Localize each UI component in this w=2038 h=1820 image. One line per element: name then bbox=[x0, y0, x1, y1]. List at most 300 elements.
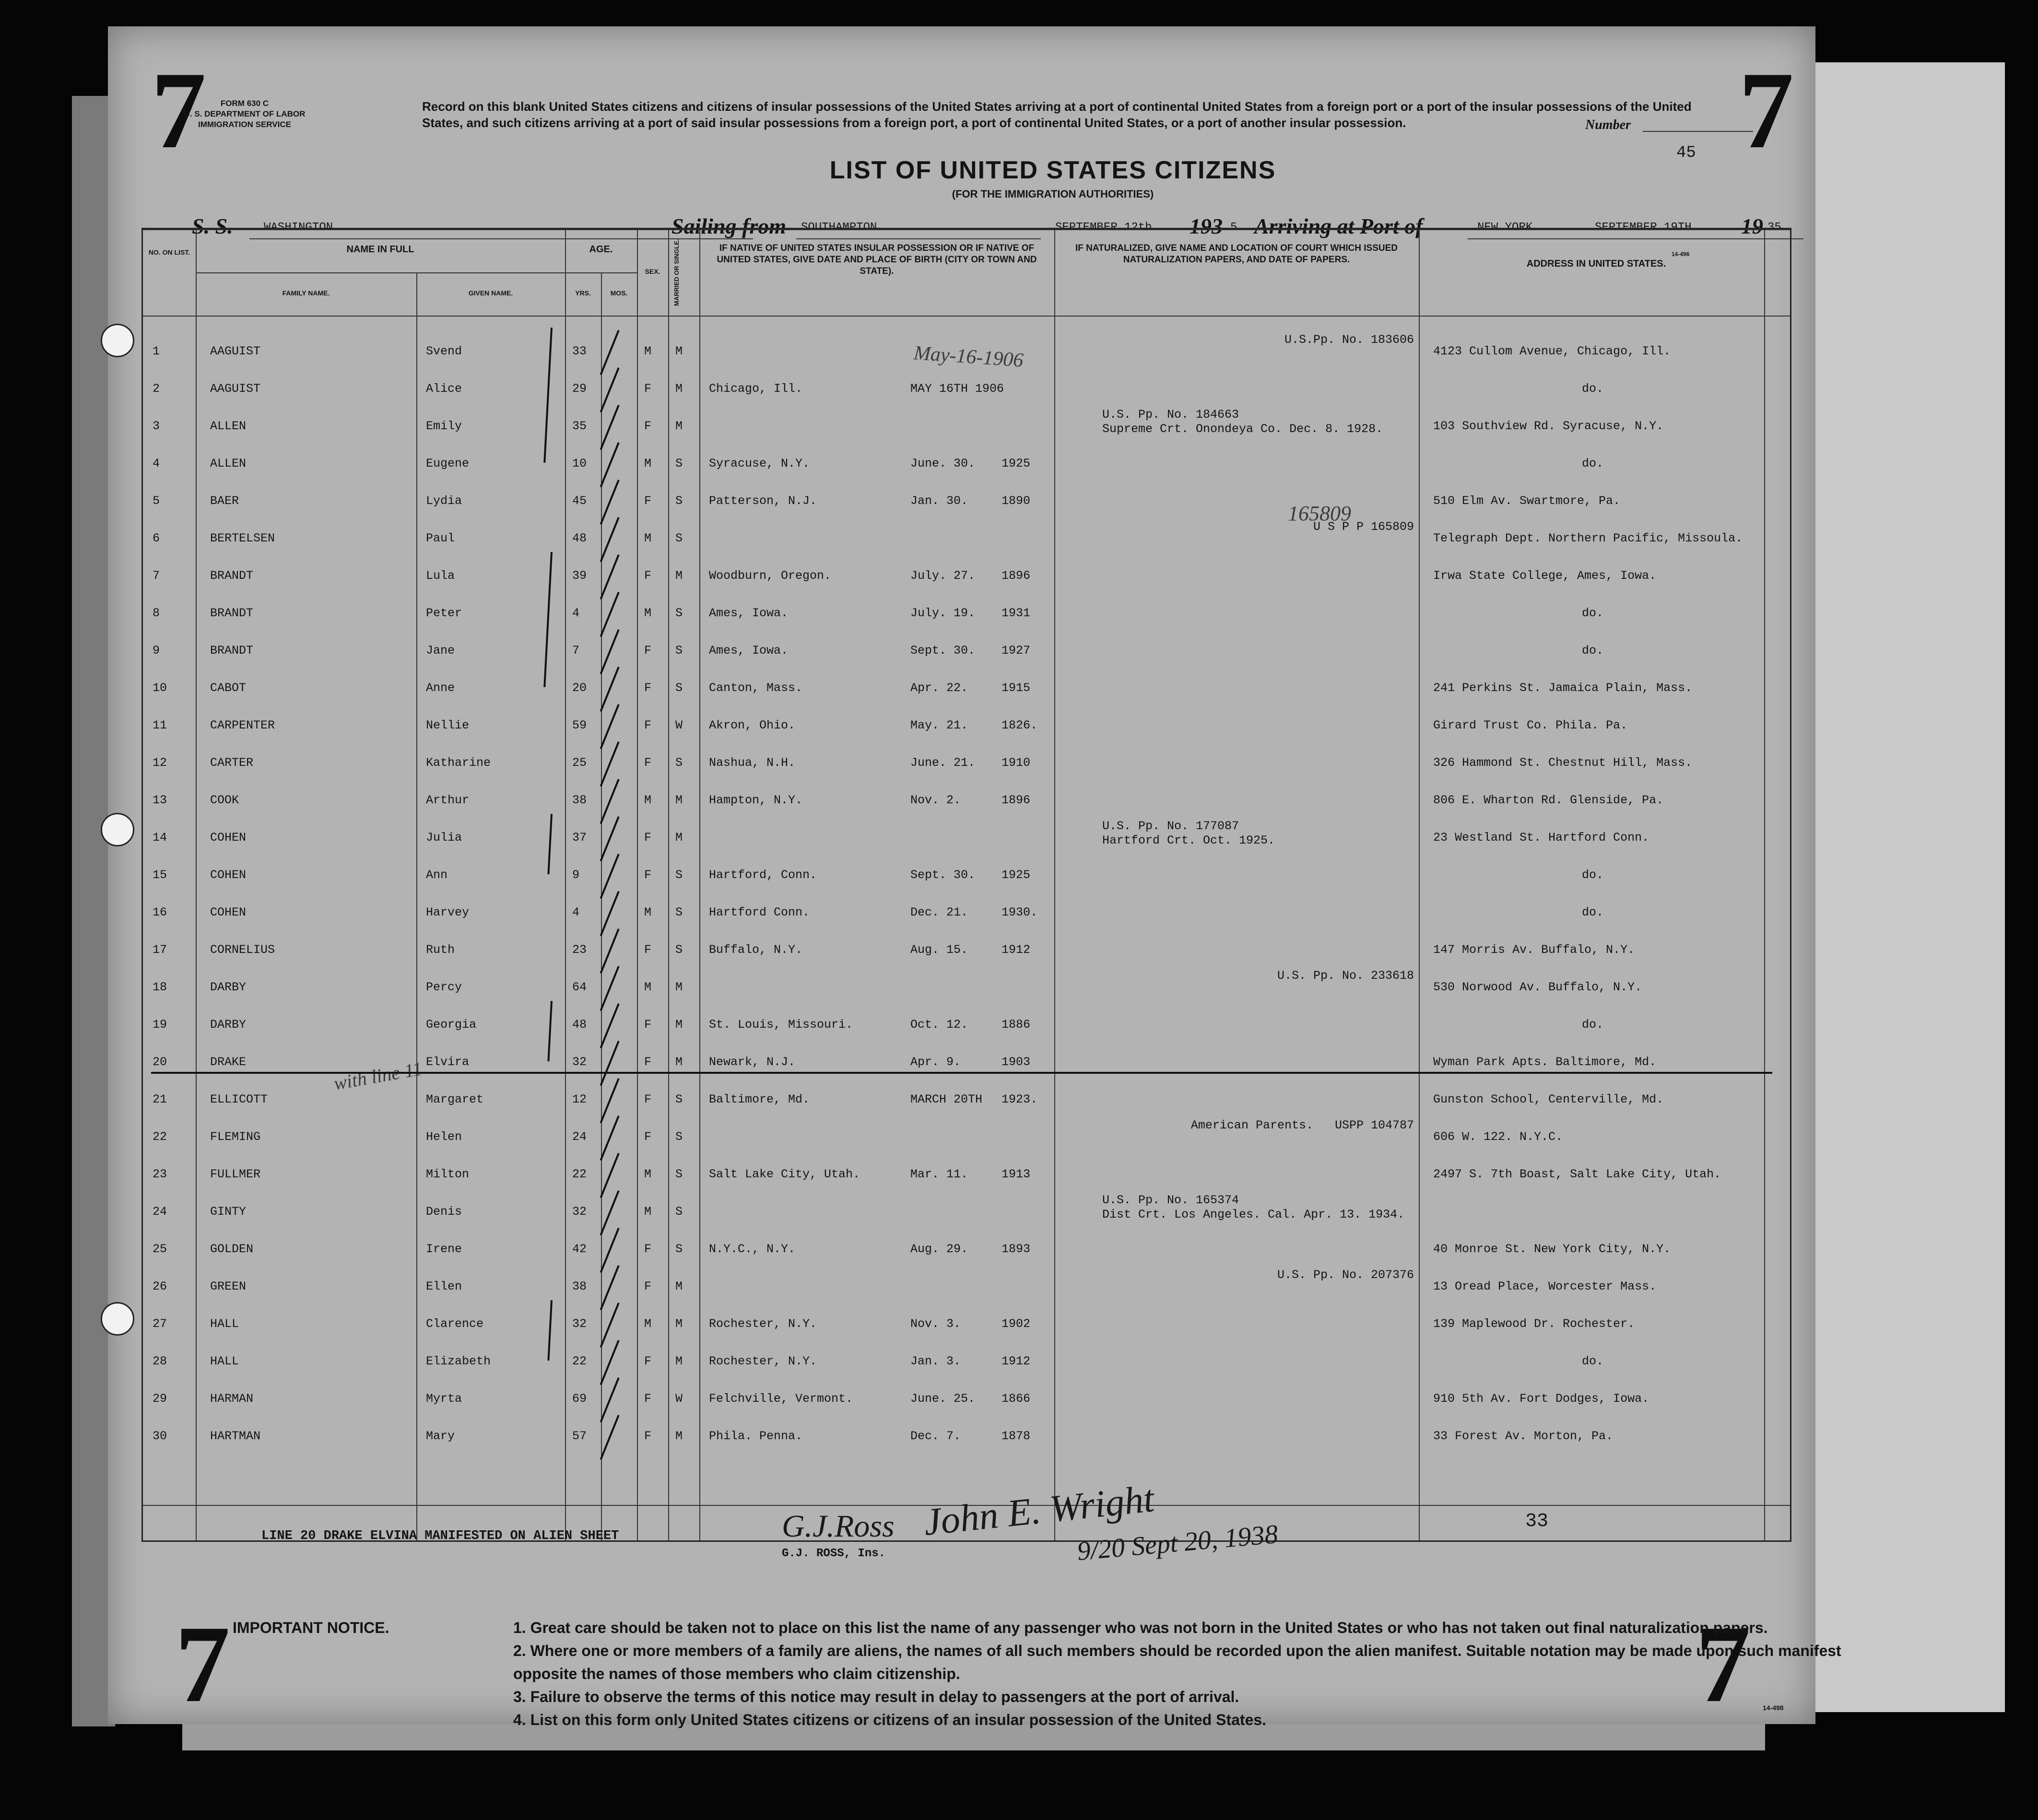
notice-item: 2. Where one or more members of a family are aliens, the names of all such members should be recorded upon the alien manifest. Suitable notation may be made upon such manifest opposite the names of those members who claim citizenship. bbox=[513, 1642, 1841, 1682]
table-row bbox=[143, 938, 1850, 975]
cell-byear: 1910 bbox=[1001, 756, 1031, 770]
cell-address: do. bbox=[1582, 457, 1604, 470]
cell-byear: 1893 bbox=[1001, 1242, 1031, 1256]
cell-given: Arthur bbox=[426, 793, 470, 807]
cell-yrs: 4 bbox=[572, 905, 580, 919]
cell-sex: M bbox=[644, 905, 652, 919]
cell-address: 510 Elm Av. Swartmore, Pa. bbox=[1433, 494, 1621, 508]
cell-given: Denis bbox=[426, 1205, 462, 1219]
check-mark bbox=[600, 330, 620, 375]
year-1: 5 bbox=[1230, 221, 1237, 234]
cell-given: Jane bbox=[426, 644, 455, 658]
cell-ms: S bbox=[675, 1205, 683, 1219]
cell-address: Gunston School, Centerville, Md. bbox=[1433, 1092, 1664, 1106]
cell-given: Ann bbox=[426, 868, 448, 882]
strike-row20 bbox=[151, 1072, 1772, 1074]
inspector-signature: G.J.Ross bbox=[782, 1509, 895, 1544]
cell-no: 10 bbox=[153, 681, 167, 695]
cell-bdate: Sept. 30. bbox=[910, 868, 976, 882]
cell-given: Myrta bbox=[426, 1392, 462, 1406]
cell-sex: F bbox=[644, 644, 652, 658]
cell-yrs: 42 bbox=[572, 1242, 587, 1256]
cell-address: 139 Maplewood Dr. Rochester. bbox=[1433, 1317, 1635, 1331]
footer-note: LINE 20 DRAKE ELVINA MANIFESTED ON ALIEN SHEET bbox=[261, 1529, 619, 1543]
cell-yrs: 38 bbox=[572, 1280, 587, 1293]
notice-item: 3. Failure to observe the terms of this notice may result in delay to passengers at the port of arrival. bbox=[513, 1688, 1239, 1705]
page-number-top-left: 7 bbox=[151, 49, 206, 171]
header-yrs: YRS. bbox=[575, 289, 591, 297]
cell-family: GREEN bbox=[210, 1280, 247, 1293]
cell-ms: M bbox=[675, 1018, 683, 1032]
table-row bbox=[143, 901, 1850, 937]
arriving-label: Arriving at Port of bbox=[1254, 214, 1423, 238]
cell-place: Rochester, N.Y. bbox=[709, 1317, 817, 1331]
cell-no: 24 bbox=[153, 1205, 167, 1219]
cell-yrs: 32 bbox=[572, 1317, 587, 1331]
cell-no: 5 bbox=[153, 494, 160, 508]
cell-address: 806 E. Wharton Rd. Glenside, Pa. bbox=[1433, 793, 1664, 807]
cell-byear: 1878 bbox=[1001, 1429, 1031, 1443]
cell-sex: M bbox=[644, 793, 652, 807]
cell-given: Alice bbox=[426, 382, 462, 396]
cell-family: FULLMER bbox=[210, 1167, 261, 1181]
cell-nat: American Parents. USPP 104787 bbox=[1190, 1118, 1414, 1132]
cell-byear: 1902 bbox=[1001, 1317, 1031, 1331]
table-row bbox=[143, 969, 1850, 1012]
table-row bbox=[143, 452, 1850, 488]
cell-sex: F bbox=[644, 1280, 652, 1293]
cell-given: Emily bbox=[426, 419, 462, 433]
handwritten-passport: 165809 bbox=[1288, 502, 1351, 525]
department: U. S. DEPARTMENT OF LABOR bbox=[184, 109, 306, 118]
cell-bdate: Apr. 9. bbox=[910, 1055, 961, 1069]
header-name-in-full: NAME IN FULL bbox=[346, 244, 414, 255]
cell-ms: S bbox=[675, 606, 683, 620]
cell-sex: M bbox=[644, 531, 652, 545]
cell-byear: 1886 bbox=[1001, 1018, 1031, 1032]
cell-sex: F bbox=[644, 1242, 652, 1256]
cell-ms: S bbox=[675, 943, 683, 957]
cell-no: 13 bbox=[153, 793, 167, 807]
cell-yrs: 69 bbox=[572, 1392, 587, 1406]
cell-no: 18 bbox=[153, 980, 167, 994]
notice-item: 1. Great care should be taken not to place on this list the name of any passenger who was not born in the United States or who has not taken out final naturalization papers. bbox=[513, 1619, 1768, 1636]
cell-byear: 1890 bbox=[1001, 494, 1031, 508]
cell-nat: U.S. Pp. No. 233618 bbox=[1277, 969, 1414, 983]
cell-bdate: Sept. 30. bbox=[910, 644, 976, 658]
page-number-bottom-left: 7 bbox=[175, 1603, 230, 1725]
cell-family: BRANDT bbox=[210, 606, 254, 620]
cell-sex: F bbox=[644, 1392, 652, 1406]
cell-ms: M bbox=[675, 1429, 683, 1443]
header-age: AGE. bbox=[589, 244, 613, 255]
cell-address: do. bbox=[1582, 644, 1604, 658]
cell-bdate: MARCH 20TH bbox=[910, 1092, 983, 1106]
cell-family: HALL bbox=[210, 1354, 239, 1368]
cell-bdate: Jan. 3. bbox=[910, 1354, 961, 1368]
cell-family: ALLEN bbox=[210, 457, 247, 470]
cell-place: Hartford Conn. bbox=[709, 905, 810, 919]
cell-sex: F bbox=[644, 756, 652, 770]
cell-place: Buffalo, N.Y. bbox=[709, 943, 803, 957]
cell-bdate: June. 21. bbox=[910, 756, 976, 770]
cell-yrs: 29 bbox=[572, 382, 587, 396]
cell-nat: U.S. Pp. No. 165374 Dist Crt. Los Angeles. Cal. Apr. 13. 1934. bbox=[1102, 1193, 1405, 1221]
cell-yrs: 32 bbox=[572, 1205, 587, 1219]
cell-sex: F bbox=[644, 1018, 652, 1032]
cell-ms: S bbox=[675, 905, 683, 919]
cell-place: Hampton, N.Y. bbox=[709, 793, 803, 807]
cell-given: Paul bbox=[426, 531, 455, 545]
cell-address: 910 5th Av. Fort Dodges, Iowa. bbox=[1433, 1392, 1649, 1406]
cell-given: Peter bbox=[426, 606, 462, 620]
cell-no: 30 bbox=[153, 1429, 167, 1443]
form-identifier bbox=[173, 98, 317, 130]
cell-bdate: MAY 16TH 1906 bbox=[910, 382, 1004, 396]
cell-family: DARBY bbox=[210, 980, 247, 994]
cell-sex: M bbox=[644, 980, 652, 994]
cell-yrs: 59 bbox=[572, 718, 587, 732]
cell-ms: S bbox=[675, 681, 683, 695]
cell-given: Nellie bbox=[426, 718, 470, 732]
cell-byear: 1915 bbox=[1001, 681, 1031, 695]
cell-byear: 1931 bbox=[1001, 606, 1031, 620]
cell-sex: M bbox=[644, 1167, 652, 1181]
year-label-2: 19 bbox=[1741, 214, 1763, 238]
cell-yrs: 24 bbox=[572, 1130, 587, 1144]
header-married bbox=[673, 236, 695, 308]
cell-address: 147 Morris Av. Buffalo, N.Y. bbox=[1433, 943, 1635, 957]
cell-place: Phila. Penna. bbox=[709, 1429, 803, 1443]
cell-ms: S bbox=[675, 531, 683, 545]
cell-sex: F bbox=[644, 569, 652, 583]
cell-yrs: 38 bbox=[572, 793, 587, 807]
cell-place: Akron, Ohio. bbox=[709, 718, 796, 732]
cell-address: Irwa State College, Ames, Iowa. bbox=[1433, 569, 1657, 583]
cell-address: 103 Southview Rd. Syracuse, N.Y. bbox=[1433, 419, 1664, 433]
cell-yrs: 48 bbox=[572, 1018, 587, 1032]
cell-family: GINTY bbox=[210, 1205, 247, 1219]
cell-yrs: 32 bbox=[572, 1055, 587, 1069]
table-row bbox=[143, 520, 1850, 563]
cell-yrs: 22 bbox=[572, 1167, 587, 1181]
cell-byear: 1903 bbox=[1001, 1055, 1031, 1069]
cell-nat: U.S. Pp. No. 207376 bbox=[1277, 1268, 1414, 1282]
table-body bbox=[143, 318, 1793, 1503]
arrival-date: SEPTEMBER 19TH bbox=[1595, 221, 1692, 234]
cell-given: Lydia bbox=[426, 494, 462, 508]
cell-address: 23 Westland St. Hartford Conn. bbox=[1433, 831, 1649, 845]
sail-date: SEPTEMBER 12th bbox=[1055, 221, 1152, 234]
cell-yrs: 4 bbox=[572, 606, 580, 620]
cell-yrs: 39 bbox=[572, 569, 587, 583]
cell-ms: M bbox=[675, 1055, 683, 1069]
cell-no: 12 bbox=[153, 756, 167, 770]
cell-address: do. bbox=[1582, 1354, 1604, 1368]
cell-yrs: 12 bbox=[572, 1092, 587, 1106]
cell-no: 27 bbox=[153, 1317, 167, 1331]
cell-no: 20 bbox=[153, 1055, 167, 1069]
cell-bdate: May. 21. bbox=[910, 718, 968, 732]
cell-address: 326 Hammond St. Chestnut Hill, Mass. bbox=[1433, 756, 1693, 770]
cell-no: 11 bbox=[153, 718, 167, 732]
cell-sex: F bbox=[644, 494, 652, 508]
cell-yrs: 48 bbox=[572, 531, 587, 545]
cell-byear: 1896 bbox=[1001, 569, 1031, 583]
cell-ms: M bbox=[675, 419, 683, 433]
cell-given: Elizabeth bbox=[426, 1354, 491, 1368]
table-top bbox=[143, 229, 1790, 230]
table-row bbox=[143, 1424, 1850, 1461]
page-number-top-right: 7 bbox=[1739, 49, 1794, 171]
page-number-bottom-right: 7 bbox=[1696, 1603, 1751, 1725]
cell-ms: S bbox=[675, 494, 683, 508]
table-row bbox=[143, 408, 1850, 451]
cell-family: AAGUIST bbox=[210, 382, 261, 396]
cell-bdate: Apr. 22. bbox=[910, 681, 968, 695]
header-naturalized: IF NATURALIZED, GIVE NAME AND LOCATION OF COURT WHICH ISSUED NATURALIZATION PAPERS, AND DATE OF PAPERS. bbox=[1075, 243, 1398, 265]
cell-given: Eugene bbox=[426, 457, 470, 470]
cell-family: CARPENTER bbox=[210, 718, 275, 732]
cell-byear: 1925 bbox=[1001, 868, 1031, 882]
cell-place: Woodburn, Oregon. bbox=[709, 569, 832, 583]
table-row bbox=[143, 1088, 1850, 1124]
cell-address: Telegraph Dept. Northern Pacific, Missoula. bbox=[1433, 531, 1743, 545]
cell-bdate: Oct. 12. bbox=[910, 1018, 968, 1032]
cell-no: 3 bbox=[153, 419, 160, 433]
cell-yrs: 20 bbox=[572, 681, 587, 695]
cell-ms: W bbox=[675, 718, 683, 732]
cell-place: Patterson, N.J. bbox=[709, 494, 817, 508]
cell-given: Clarence bbox=[426, 1317, 484, 1331]
cell-byear: 1826. bbox=[1001, 718, 1038, 732]
cell-family: CARTER bbox=[210, 756, 254, 770]
cell-given: Helen bbox=[426, 1130, 462, 1144]
inspector-stamp: G.J. ROSS, Ins. bbox=[782, 1547, 886, 1560]
table-row bbox=[143, 751, 1850, 787]
table-row bbox=[143, 819, 1850, 862]
cell-yrs: 9 bbox=[572, 868, 580, 882]
passenger-table bbox=[141, 228, 1791, 1542]
cell-yrs: 57 bbox=[572, 1429, 587, 1443]
cell-address: 2497 S. 7th Boast, Salt Lake City, Utah. bbox=[1433, 1167, 1721, 1181]
header-birth: IF NATIVE OF UNITED STATES INSULAR POSSESSION OR IF NATIVE OF UNITED STATES, GIVE DATE AND PLACE OF BIRTH (CITY OR TOWN AND STATE). bbox=[717, 243, 1037, 276]
cell-address: 40 Monroe St. New York City, N.Y. bbox=[1433, 1242, 1671, 1256]
cell-no: 17 bbox=[153, 943, 167, 957]
cell-given: Elvira bbox=[426, 1055, 470, 1069]
list-number: 45 bbox=[1676, 144, 1696, 162]
cell-place: St. Louis, Missouri. bbox=[709, 1018, 853, 1032]
form-number: FORM 630 C bbox=[220, 99, 269, 108]
cell-yrs: 33 bbox=[572, 344, 587, 358]
cell-given: Julia bbox=[426, 831, 462, 845]
cell-address: do. bbox=[1582, 905, 1604, 919]
notice-item: 4. List on this form only United States citizens or citizens of an insular possession of the United States. bbox=[513, 1711, 1267, 1728]
header-sex: SEX. bbox=[645, 268, 660, 275]
cell-family: CORNELIUS bbox=[210, 943, 275, 957]
cell-place: Canton, Mass. bbox=[709, 681, 803, 695]
page-subtitle: (FOR THE IMMIGRATION AUTHORITIES) bbox=[952, 188, 1154, 200]
cell-place: Ames, Iowa. bbox=[709, 606, 789, 620]
cell-sex: F bbox=[644, 1055, 652, 1069]
cell-ms: S bbox=[675, 1092, 683, 1106]
cell-no: 22 bbox=[153, 1130, 167, 1144]
cell-given: Percy bbox=[426, 980, 462, 994]
cell-no: 16 bbox=[153, 905, 167, 919]
cell-sex: F bbox=[644, 1429, 652, 1443]
cell-address: 241 Perkins St. Jamaica Plain, Mass. bbox=[1433, 681, 1693, 695]
cell-byear: 1927 bbox=[1001, 644, 1031, 658]
header-mos: MOS. bbox=[610, 289, 628, 297]
ship-name: WASHINGTON bbox=[264, 221, 333, 234]
cell-sex: M bbox=[644, 606, 652, 620]
number-label: Number bbox=[1585, 117, 1631, 132]
cell-ms: M bbox=[675, 831, 683, 845]
table-row bbox=[143, 676, 1850, 713]
cell-no: 29 bbox=[153, 1392, 167, 1406]
cell-place: Syracuse, N.Y. bbox=[709, 457, 810, 470]
cell-ms: M bbox=[675, 1280, 683, 1293]
cell-ms: S bbox=[675, 756, 683, 770]
notice-code: 14-498 bbox=[1763, 1704, 1784, 1712]
cell-family: COOK bbox=[210, 793, 239, 807]
cell-address: do. bbox=[1582, 868, 1604, 882]
cell-sex: M bbox=[644, 1317, 652, 1331]
table-row bbox=[143, 1118, 1850, 1162]
header-family-name: FAMILY NAME. bbox=[282, 289, 330, 297]
cell-yrs: 35 bbox=[572, 419, 587, 433]
table-row bbox=[143, 863, 1850, 900]
cell-given: Anne bbox=[426, 681, 455, 695]
cell-byear: 1912 bbox=[1001, 1354, 1031, 1368]
cell-bdate: Aug. 15. bbox=[910, 943, 968, 957]
cell-place: Salt Lake City, Utah. bbox=[709, 1167, 860, 1181]
cell-family: AAGUIST bbox=[210, 344, 261, 358]
punch-hole bbox=[101, 324, 134, 357]
cell-place: Newark, N.J. bbox=[709, 1055, 796, 1069]
cell-given: Harvey bbox=[426, 905, 470, 919]
header-address: ADDRESS IN UNITED STATES. bbox=[1526, 258, 1666, 269]
ss-label: S. S. bbox=[192, 214, 233, 238]
cell-address: do. bbox=[1582, 382, 1604, 396]
manifest-page bbox=[108, 26, 1841, 1728]
cell-no: 7 bbox=[153, 569, 160, 583]
cell-ms: S bbox=[675, 644, 683, 658]
cell-place: Rochester, N.Y. bbox=[709, 1354, 817, 1368]
cell-family: COHEN bbox=[210, 905, 247, 919]
cell-address: Girard Trust Co. Phila. Pa. bbox=[1433, 718, 1628, 732]
service: IMMIGRATION SERVICE bbox=[198, 120, 291, 129]
cell-given: Milton bbox=[426, 1167, 470, 1181]
cell-sex: F bbox=[644, 1354, 652, 1368]
signature-2-date: 9/20 Sept 20, 1938 bbox=[1076, 1519, 1279, 1567]
cell-no: 4 bbox=[153, 457, 160, 470]
cell-yrs: 22 bbox=[572, 1354, 587, 1368]
cell-yrs: 64 bbox=[572, 980, 587, 994]
cell-address: 606 W. 122. N.Y.C. bbox=[1433, 1130, 1563, 1144]
cell-yrs: 23 bbox=[572, 943, 587, 957]
cell-address: 530 Norwood Av. Buffalo, N.Y. bbox=[1433, 980, 1642, 994]
punch-hole bbox=[101, 1302, 134, 1336]
cell-ms: S bbox=[675, 457, 683, 470]
table-row bbox=[143, 377, 1850, 413]
cell-family: BRANDT bbox=[210, 569, 254, 583]
cell-sex: F bbox=[644, 943, 652, 957]
cell-sex: M bbox=[644, 457, 652, 470]
cell-family: COHEN bbox=[210, 868, 247, 882]
cell-family: ALLEN bbox=[210, 419, 247, 433]
cell-bdate: June. 30. bbox=[910, 457, 976, 470]
page-title: LIST OF UNITED STATES CITIZENS bbox=[829, 156, 1276, 184]
cell-sex: M bbox=[644, 1205, 652, 1219]
cell-yrs: 7 bbox=[572, 644, 580, 658]
cell-bdate: Jan. 30. bbox=[910, 494, 968, 508]
table-row bbox=[143, 1312, 1850, 1349]
cell-no: 21 bbox=[153, 1092, 167, 1106]
cell-sex: F bbox=[644, 1092, 652, 1106]
cell-no: 6 bbox=[153, 531, 160, 545]
header-given-name: GIVEN NAME. bbox=[468, 289, 513, 297]
departure-port: SOUTHAMPTON bbox=[801, 221, 877, 234]
cell-bdate: Mar. 11. bbox=[910, 1167, 968, 1181]
cell-given: Ruth bbox=[426, 943, 455, 957]
table-row bbox=[143, 1193, 1850, 1236]
punch-hole bbox=[101, 813, 134, 846]
table-row bbox=[143, 714, 1850, 750]
cell-place: Ames, Iowa. bbox=[709, 644, 789, 658]
cell-byear: 1930. bbox=[1001, 905, 1038, 919]
cell-byear: 1925 bbox=[1001, 457, 1031, 470]
cell-sex: F bbox=[644, 382, 652, 396]
cell-no: 2 bbox=[153, 382, 160, 396]
cell-ms: M bbox=[675, 382, 683, 396]
cell-bdate: July. 19. bbox=[910, 606, 976, 620]
cell-family: CABOT bbox=[210, 681, 247, 695]
cell-bdate: Dec. 21. bbox=[910, 905, 968, 919]
cell-given: Lula bbox=[426, 569, 455, 583]
notice-items bbox=[513, 1616, 1904, 1731]
handwritten-birthdate: May-16-1906 bbox=[913, 342, 1024, 372]
cell-no: 23 bbox=[153, 1167, 167, 1181]
cell-sex: F bbox=[644, 831, 652, 845]
cell-given: Irene bbox=[426, 1242, 462, 1256]
cell-no: 26 bbox=[153, 1280, 167, 1293]
cell-place: Chicago, Ill. bbox=[709, 382, 803, 396]
cell-family: BRANDT bbox=[210, 644, 254, 658]
handwritten-note-row20: with line 11 bbox=[332, 1057, 424, 1094]
cell-ms: M bbox=[675, 793, 683, 807]
header-married-text: MARRIED OR SINGLE. bbox=[673, 239, 680, 306]
cell-address: do. bbox=[1582, 606, 1604, 620]
cell-given: Margaret bbox=[426, 1092, 484, 1106]
cell-byear: 1866 bbox=[1001, 1392, 1031, 1406]
cell-given: Svend bbox=[426, 344, 462, 358]
cell-address: Wyman Park Apts. Baltimore, Md. bbox=[1433, 1055, 1657, 1069]
cell-family: FLEMING bbox=[210, 1130, 261, 1144]
cell-byear: 1913 bbox=[1001, 1167, 1031, 1181]
cell-ms: S bbox=[675, 868, 683, 882]
cell-family: ELLICOTT bbox=[210, 1092, 268, 1106]
header-bottom bbox=[143, 316, 1790, 317]
cell-family: DARBY bbox=[210, 1018, 247, 1032]
header-no: NO. ON LIST. bbox=[148, 248, 190, 256]
cell-sex: F bbox=[644, 868, 652, 882]
cell-byear: 1923. bbox=[1001, 1092, 1038, 1106]
cell-ms: S bbox=[675, 1130, 683, 1144]
table-row bbox=[143, 788, 1850, 825]
cell-family: HARTMAN bbox=[210, 1429, 261, 1443]
cell-byear: 1912 bbox=[1001, 943, 1031, 957]
